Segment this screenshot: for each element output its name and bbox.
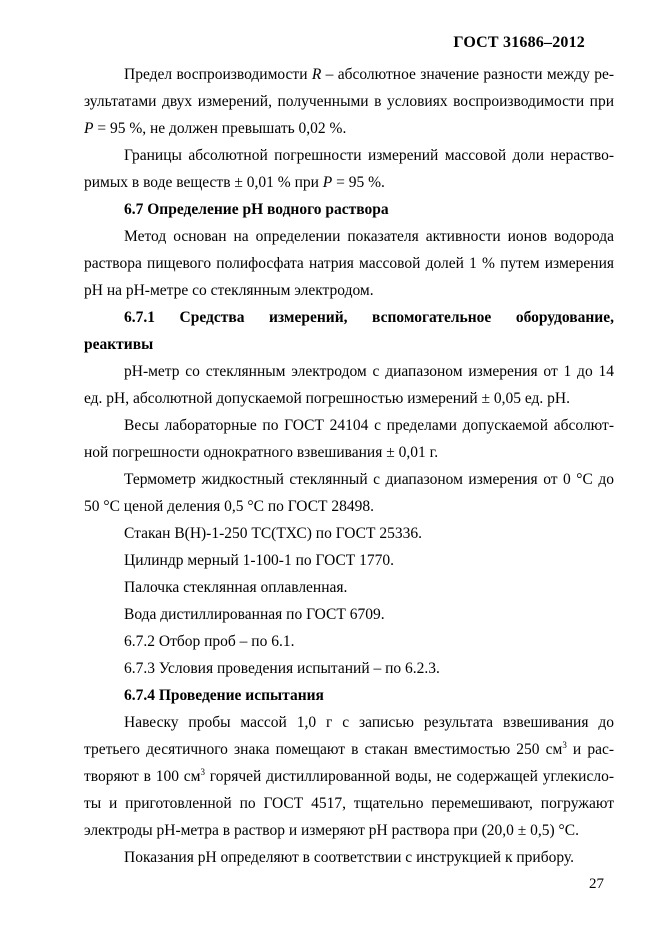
paragraph-procedure: Навеску пробы массой 1,0 г с записью результата взвешивания до третьего десятичного знака помещают в стакан вместимостью 250 $см^3$ и рас-творяют в 100 $см^3$ горячей дистиллированной воды, не содержащей углекисло-ты и приготовленной по ГОСТ 4517, тщательно перемешивают, погружают электроды рН-метра в раствор и измеряют рН раствора при (20,0 ± 0,5) °С. [84, 714, 614, 839]
paragraph-test-conditions: 6.7.3 Условия проведения испытаний – по 6.2.3. [124, 660, 440, 677]
paragraph-beaker: Стакан В(Н)-1-250 ТС(ТХС) по ГОСТ 25336. [124, 525, 422, 542]
variable-p: P [84, 120, 94, 137]
paragraph-reproducibility-limit: Предел воспроизводимости R – абсолютное значение разности между ре- зультатами двух измерений, полученными в условиях воспроизводимости при P = 95 %, не должен превышать 0,02 %. [84, 66, 615, 137]
page-number: 27 [589, 876, 604, 892]
paragraph-method: Метод основан на определении показателя активности ионов водорода раствора пищевого полифосфата натрия массовой долей 1 % путем измерения рН на рН-метре со стеклянным электродом. [84, 228, 614, 299]
paragraph-readings: Показания рН определяют в соответствии с инструкцией к прибору. [124, 849, 574, 866]
section-heading-6-7: 6.7 Определение рН водного раствора [124, 201, 389, 218]
document-body [84, 61, 614, 871]
paragraph-glass-rod: Палочка стеклянная оплавленная. [124, 579, 348, 596]
paragraph-sampling: 6.7.2 Отбор проб – по 6.1. [124, 633, 295, 650]
section-heading-6-7-1: 6.7.1 Средства измерений, вспомогательное оборудование, [124, 309, 614, 326]
paragraph-error-bounds: Границы абсолютной погрешности измерений массовой доли нераство-римых в воде веществ ± 0,01 % при P = 95 %. [84, 147, 614, 191]
paragraph-thermometer: Термометр жидкостный стеклянный с диапазоном измерения от 0 °С до 50 °С ценой деления 0,5 °С по ГОСТ 28498. [84, 471, 614, 515]
paragraph-distilled-water: Вода дистиллированная по ГОСТ 6709. [124, 606, 385, 623]
paragraph-text: зультатами двух измерений, полученными в условиях воспроизводимости при [84, 93, 614, 110]
page-header: ГОСТ 31686–2012 [453, 34, 585, 51]
variable-r: R [311, 66, 322, 83]
paragraph-ph-meter: рН-метр со стеклянным электродом с диапазоном измерения от 1 до 14 ед. рН, абсолютной допускаемой погрешностью измерений ± 0,05 ед. рН. [84, 363, 614, 407]
section-heading-6-7-1-cont: реактивы [84, 336, 154, 353]
paragraph-scales: Весы лабораторные по ГОСТ 24104 с пределами допускаемой абсолют-ной погрешности однократного взвешивания ± 0,01 г. [84, 417, 614, 461]
section-heading-6-7-4: 6.7.4 Проведение испытания [124, 687, 324, 704]
paragraph-cylinder: Цилиндр мерный 1-100-1 по ГОСТ 1770. [124, 552, 395, 569]
variable-p: P [322, 174, 333, 191]
